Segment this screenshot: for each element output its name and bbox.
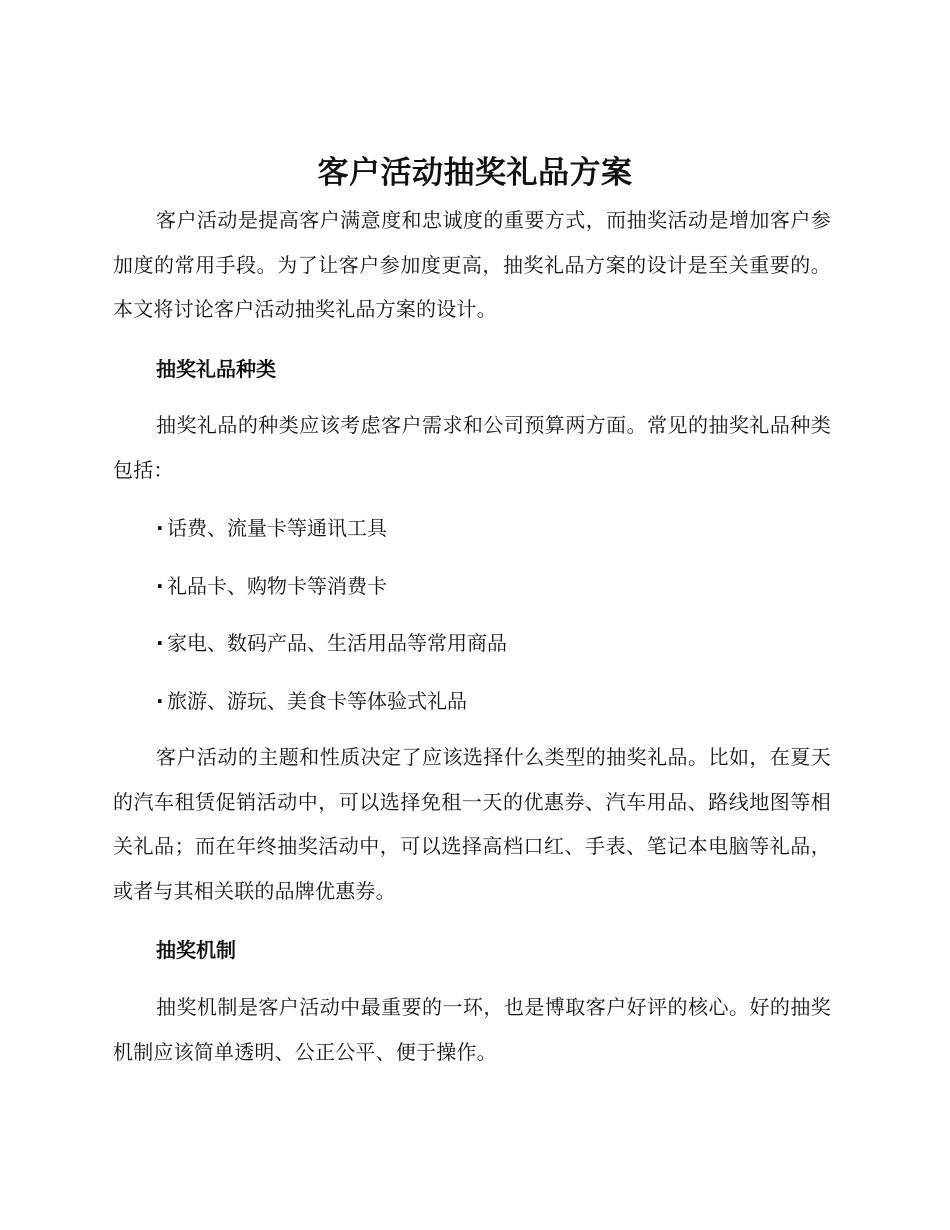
bullet-marker: · <box>156 574 164 598</box>
list-item-text: 家电、数码产品、生活用品等常用商品 <box>167 631 507 655</box>
document-title: 客户活动抽奖礼品方案 <box>317 155 633 191</box>
list-item <box>156 513 387 543</box>
gift-types-paragraph: 抽奖礼品的种类应该考虑客户需求和公司预算两方面。常见的抽奖礼品种类包括： <box>113 413 831 482</box>
list-item <box>156 571 387 601</box>
list-item-text: 礼品卡、购物卡等消费卡 <box>167 574 387 598</box>
gift-selection-paragraph: 客户活动的主题和性质决定了应该选择什么类型的抽奖礼品。比如，在夏天的汽车租赁促销活动中，可以选择免租一天的优惠券、汽车用品、路线地图等相关礼品；而在年终抽奖活动中，可以选择高档口红、手表、笔记本电脑等礼品，或者与其相关联的品牌优惠券。 <box>113 745 831 903</box>
list-item <box>156 628 507 658</box>
section-heading-gift-types: 抽奖礼品种类 <box>156 357 276 381</box>
bullet-marker: · <box>156 631 164 655</box>
section-heading-lottery-mechanism: 抽奖机制 <box>156 938 236 962</box>
bullet-marker: · <box>156 689 164 713</box>
bullet-marker: · <box>156 516 164 540</box>
list-item-text: 旅游、游玩、美食卡等体验式礼品 <box>167 689 467 713</box>
intro-paragraph: 客户活动是提高客户满意度和忠诚度的重要方式，而抽奖活动是增加客户参加度的常用手段。为了让客户参加度更高，抽奖礼品方案的设计是至关重要的。本文将讨论客户活动抽奖礼品方案的设计。 <box>113 208 831 321</box>
lottery-mechanism-paragraph: 抽奖机制是客户活动中最重要的一环，也是博取客户好评的核心。好的抽奖机制应该简单透明、公正公平、便于操作。 <box>113 995 831 1064</box>
list-item <box>156 686 467 716</box>
list-item-text: 话费、流量卡等通讯工具 <box>167 516 387 540</box>
